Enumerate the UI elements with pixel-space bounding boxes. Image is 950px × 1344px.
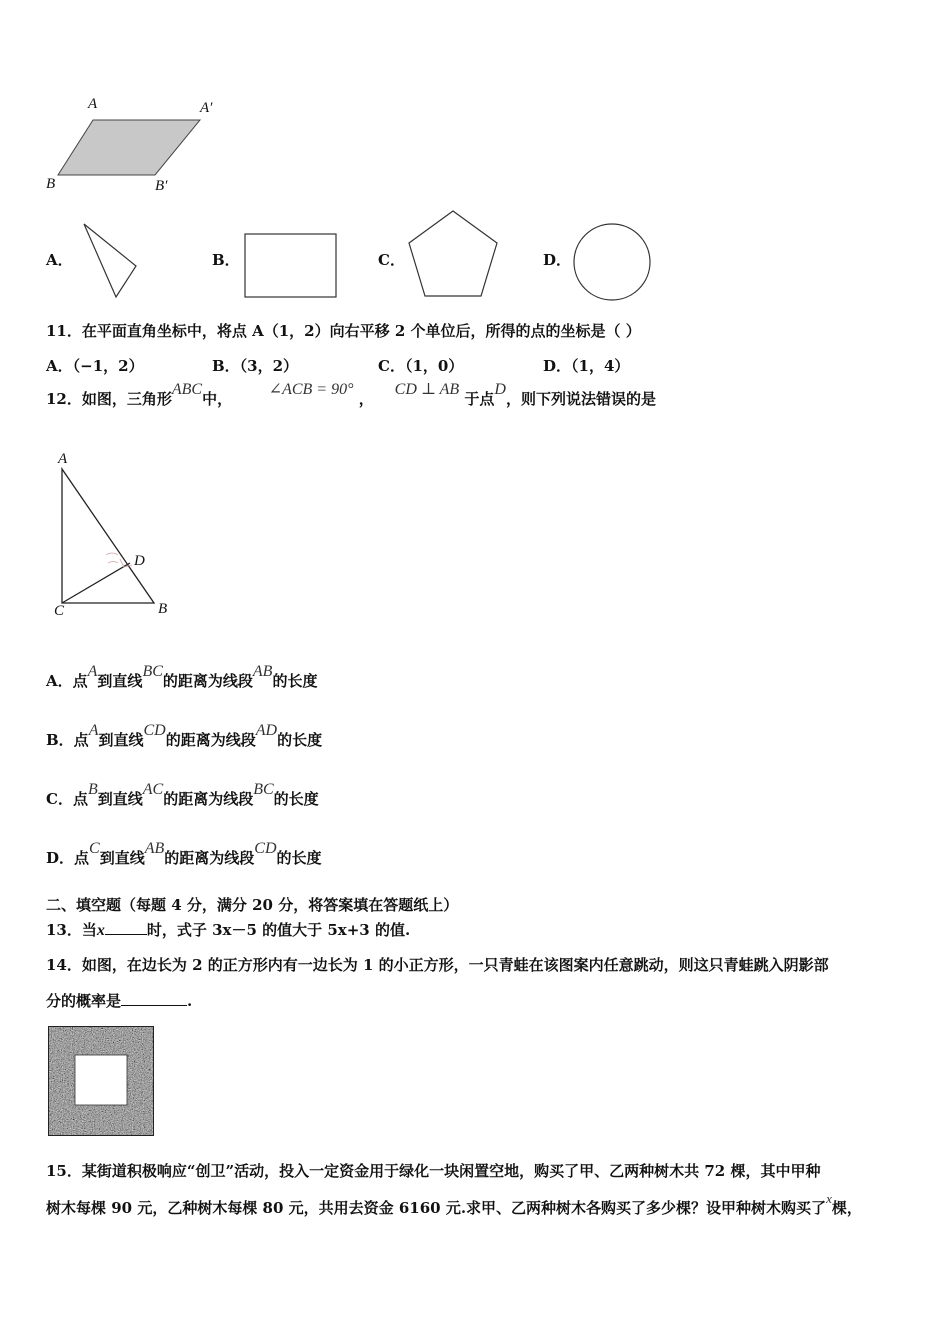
pentagon-shape — [405, 208, 501, 300]
q11-option-d: D．（1，4） — [543, 357, 630, 375]
q12-num: 12．如图，三角形 — [46, 390, 172, 408]
q12-t2: ， — [358, 390, 374, 408]
q12-label-c: C — [54, 603, 65, 619]
q12-math-angle: ∠ACB = 90° — [268, 381, 354, 398]
rectangle-shape — [244, 233, 338, 299]
q11-stem: 11．在平面直角坐标中，将点 A（1，2）向右平移 2 个单位后，所得的点的坐标是（ ） — [46, 322, 641, 340]
q12-option-a: A．点A到直线BC的距离为线段AB的长度 — [46, 663, 318, 690]
label-a-prime: A′ — [200, 100, 213, 116]
parallelogram-shape — [58, 120, 200, 175]
q14-square-figure — [48, 1026, 154, 1136]
q12-math-abc: ABC — [171, 381, 203, 398]
label-b-prime: B′ — [155, 178, 168, 194]
shape-option-c-letter: C． — [378, 251, 405, 269]
q13: 13．当x 时，式子 3x－5 的值大于 5x+3 的值. — [46, 921, 411, 939]
label-b: B — [46, 176, 56, 192]
q12-option-c: C．点B到直线AC的距离为线段BC的长度 — [46, 781, 319, 808]
q14-answer-blank[interactable] — [121, 1005, 187, 1006]
q12-label-a: A — [58, 451, 68, 467]
q12-option-d: D．点C到直线AB的距离为线段CD的长度 — [46, 840, 322, 867]
q12-triangle-figure — [50, 455, 180, 625]
triangle-shape — [80, 220, 140, 300]
q12-t1: 中， — [202, 390, 233, 408]
q14-line2: 分的概率是 . — [46, 992, 193, 1010]
label-a: A — [88, 96, 98, 112]
shape-option-a-letter: A． — [46, 251, 73, 269]
q12-math-perp: CD ⊥ AB — [394, 381, 460, 398]
q15-line1: 15．某街道积极响应“创卫”活动，投入一定资金用于绿化一块闲置空地，购买了甲、乙两种树木共 72 棵，其中甲种 — [46, 1162, 821, 1180]
q11-option-b: B．（3，2） — [212, 357, 299, 375]
q12-t4: ，则下列说法错误的是 — [505, 390, 656, 408]
q15-line2: 树木每棵 90 元，乙种树木每棵 80 元，共用去资金 6160 元.求甲、乙两种树木各购买了多少棵？设甲种树木购买了x棵， — [46, 1191, 862, 1217]
q11-option-a: A．（−1，2） — [46, 357, 144, 375]
q12-t3: 于点 — [464, 390, 495, 408]
q12-label-b: B — [158, 601, 168, 617]
q14-line1: 14．如图，在边长为 2 的正方形内有一边长为 1 的小正方形，一只青蛙在该图案内任意跳动，则这只青蛙跳入阴影部 — [46, 956, 829, 974]
q12-option-b: B．点A到直线CD的距离为线段AD的长度 — [46, 722, 323, 749]
shape-option-d-letter: D． — [543, 251, 572, 269]
circle-shape — [572, 222, 652, 302]
q11-option-c: C．（1，0） — [378, 357, 464, 375]
section2-title: 二、填空题（每题 4 分，满分 20 分，将答案填在答题纸上） — [46, 896, 459, 914]
shape-option-b-letter: B． — [212, 251, 240, 269]
q12-label-d: D — [134, 553, 145, 569]
q13-answer-blank[interactable] — [105, 934, 147, 935]
q12-math-d: D — [494, 381, 506, 398]
q12-stem — [46, 381, 656, 409]
